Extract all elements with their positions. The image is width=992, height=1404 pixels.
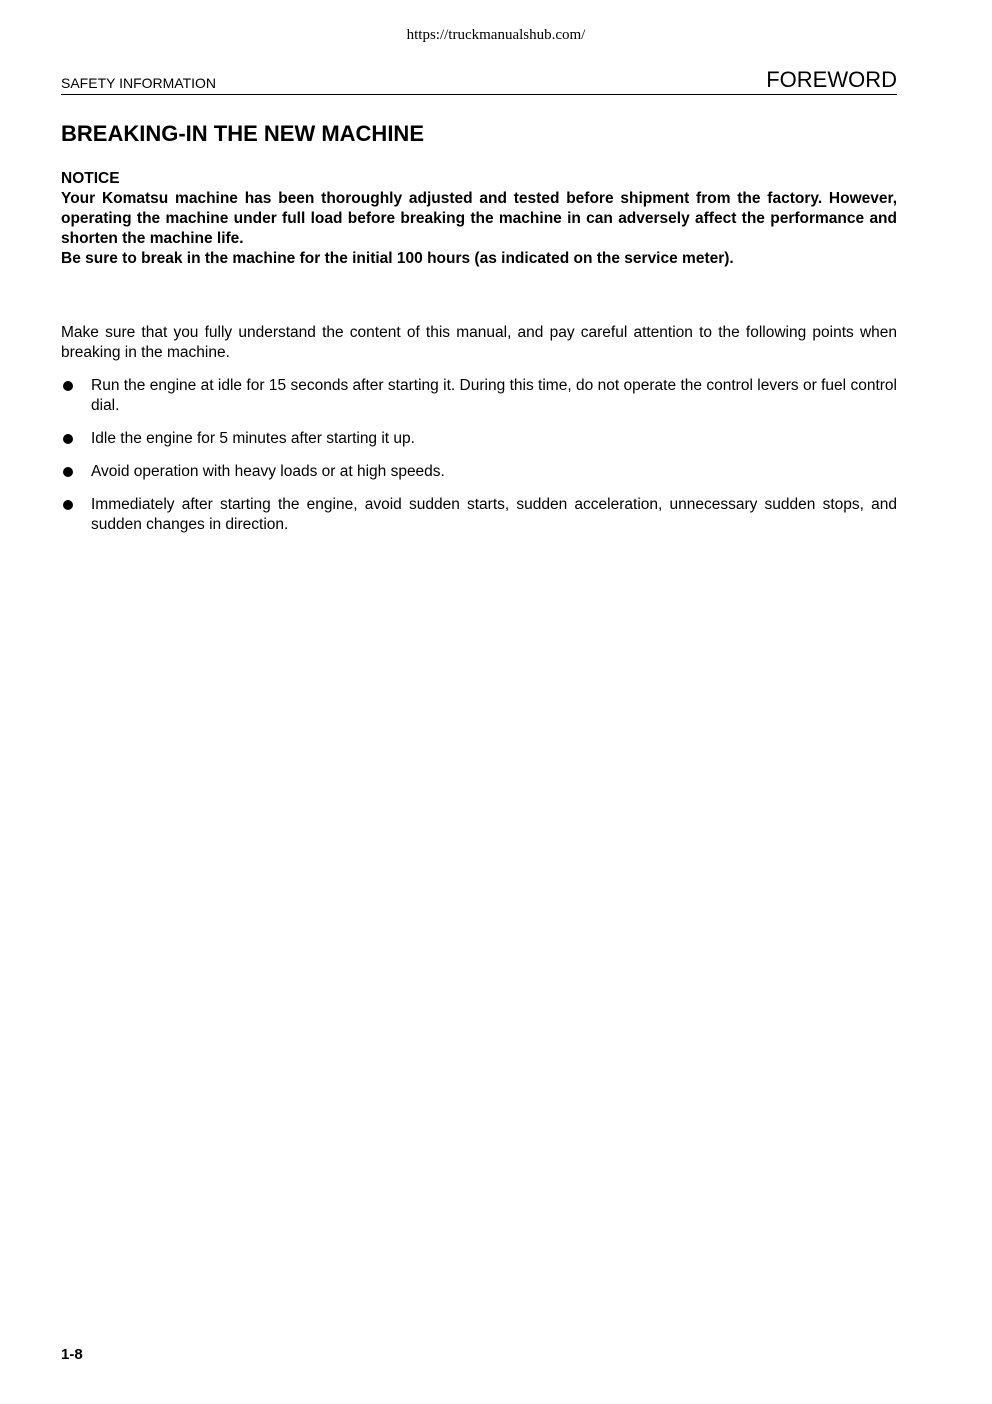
header-section: SAFETY INFORMATION — [61, 75, 217, 91]
source-url: https://truckmanualshub.com/ — [406, 27, 586, 43]
list-item — [61, 376, 897, 416]
notice-text: Your Komatsu machine has been thoroughly adjusted and tested before shipment from the factory. However, operating the machine under full load before breaking the machine in can adversely affect the performance and shorten the machine life. — [61, 190, 897, 247]
bullet-icon — [63, 434, 73, 444]
notice-label: NOTICE — [61, 170, 120, 187]
page-title: BREAKING-IN THE NEW MACHINE — [61, 121, 424, 146]
list-item-text: Idle the engine for 5 minutes after starting it up. — [91, 430, 415, 447]
notice-block — [61, 169, 897, 269]
list-item — [61, 462, 897, 482]
list-item-text: Avoid operation with heavy loads or at high speeds. — [91, 463, 445, 480]
bullet-icon — [63, 467, 73, 477]
header-chapter: FOREWORD — [766, 67, 897, 92]
intro-paragraph: Make sure that you fully understand the content of this manual, and pay careful attention to the following points when breaking in the machine. — [61, 324, 897, 361]
bullet-icon — [63, 500, 73, 510]
list-item-text: Run the engine at idle for 15 seconds after starting it. During this time, do not operate the control levers or fuel control dial. — [91, 377, 897, 414]
list-item-text: Immediately after starting the engine, avoid sudden starts, sudden acceleration, unnecessary sudden stops, and sudden changes in direction. — [91, 496, 897, 533]
page-header — [61, 64, 897, 95]
page-number: 1-8 — [61, 1346, 83, 1363]
list-item — [61, 429, 897, 449]
notice-break-in-text: Be sure to break in the machine for the initial 100 hours (as indicated on the service meter). — [61, 250, 734, 267]
bullet-icon — [63, 381, 73, 391]
break-in-points-list — [61, 376, 897, 535]
list-item — [61, 495, 897, 535]
